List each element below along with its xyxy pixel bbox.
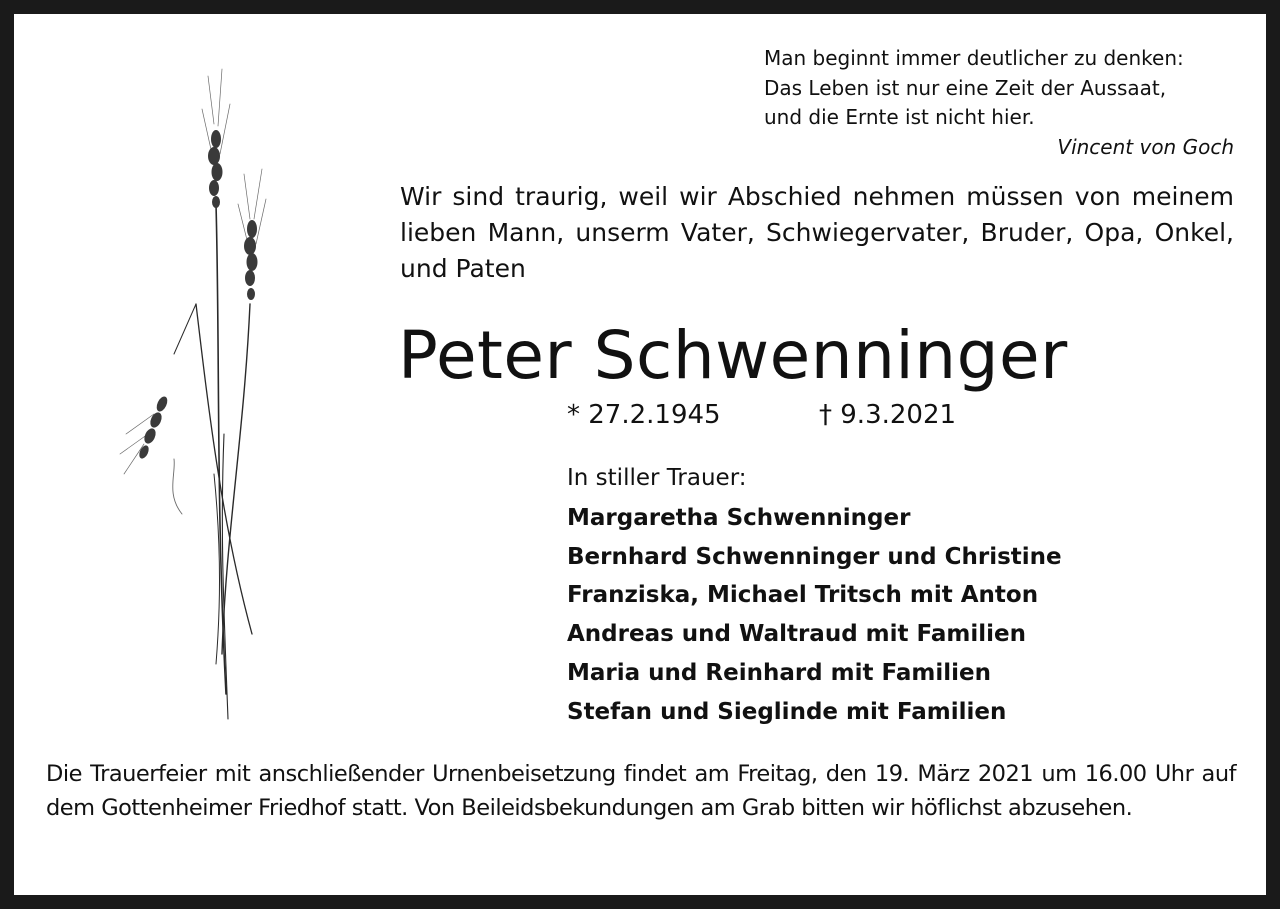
quote-line: und die Ernte ist nicht hier.	[764, 105, 1035, 129]
mourner-name: Franziska, Michael Tritsch mit Anton	[567, 582, 1039, 609]
funeral-info: Die Trauerfeier mit anschließender Urnenbeisetzung findet am Freitag, den 19. März 2021 um 16.00 Uhr auf dem Gottenheimer Friedhof statt. Von Beileidsbekundungen am Grab bitten wir höflichst abzusehen.	[46, 761, 1236, 821]
birth-date: * 27.2.1945	[567, 400, 721, 430]
deceased-name: Peter Schwenninger	[398, 317, 1068, 394]
mourner-name: Margaretha Schwenninger	[567, 505, 911, 531]
death-date: † 9.3.2021	[819, 400, 957, 430]
quote-block	[764, 44, 1234, 162]
life-dates	[567, 398, 957, 432]
mourner-name: Maria und Reinhard mit Familien	[567, 659, 991, 686]
mourners-block	[567, 461, 1227, 731]
mourner-name: Stefan und Sieglinde mit Familien	[567, 698, 1007, 725]
quote-line: Man beginnt immer deutlicher zu denken:	[764, 46, 1184, 70]
mourner-name: Bernhard Schwenninger und Christine	[567, 543, 1062, 570]
mourners-label: In stiller Trauer:	[567, 465, 747, 491]
quote-author: Vincent von Goch	[1057, 134, 1234, 159]
obituary-notice	[14, 14, 1266, 895]
intro-text: Wir sind traurig, weil wir Abschied nehmen müssen von meinem lieben Mann, unserm Vater, Schwiegervater, Bruder, Opa, Onkel, und Paten	[400, 182, 1234, 283]
quote-line: Das Leben ist nur eine Zeit der Aussaat,	[764, 75, 1167, 100]
mourner-name: Andreas und Waltraud mit Familien	[567, 621, 1027, 648]
wheat-stalks-icon	[104, 54, 284, 724]
